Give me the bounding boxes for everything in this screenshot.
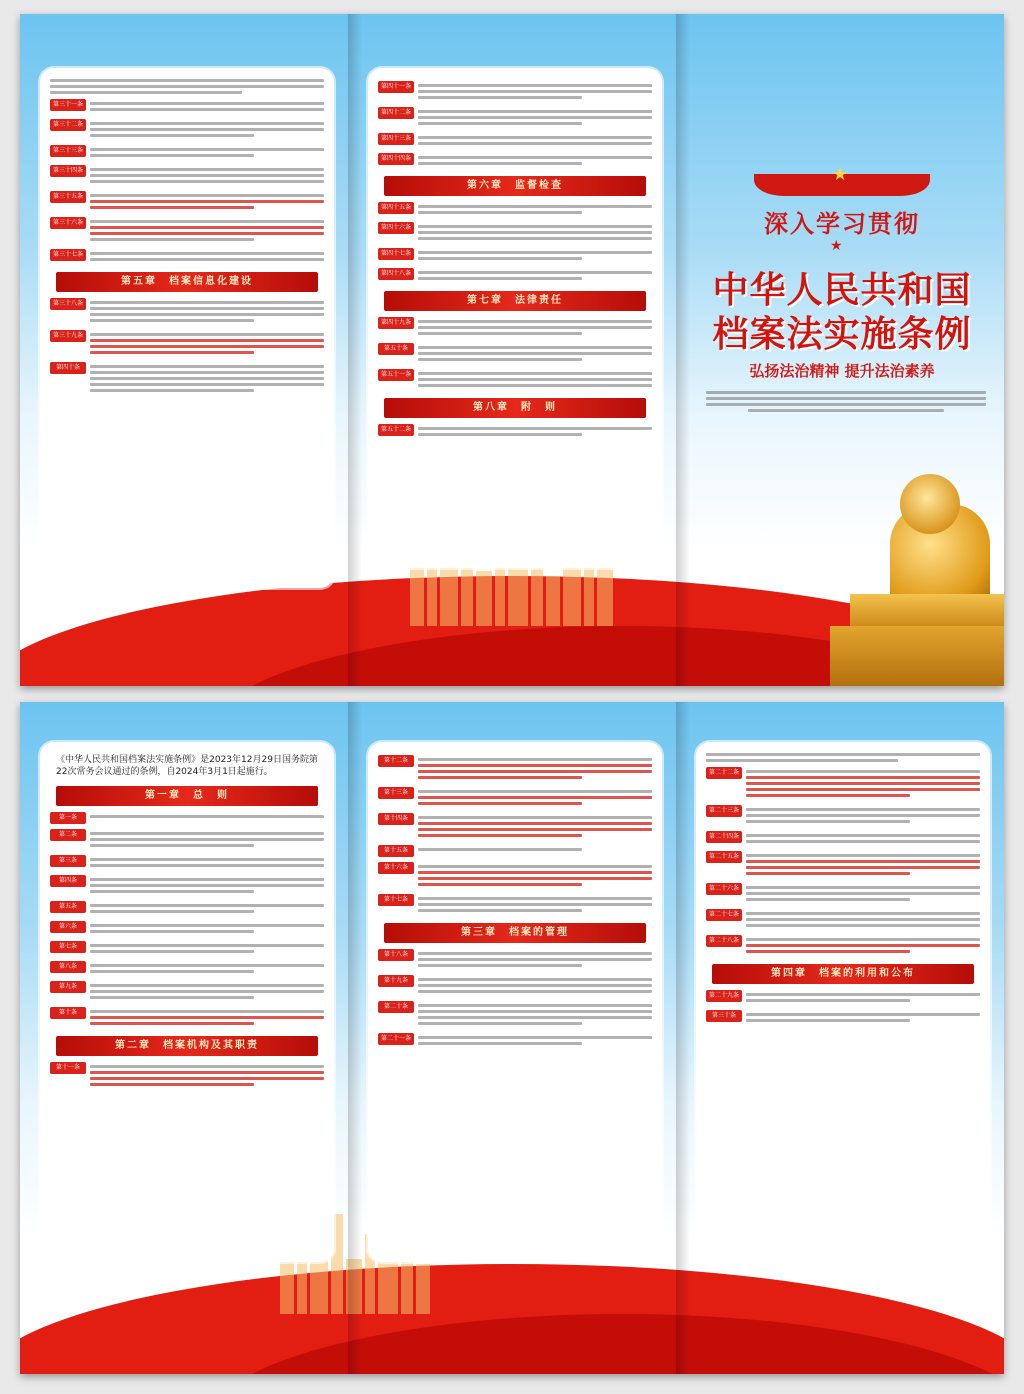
article-block [50, 875, 324, 896]
article-block [378, 248, 652, 263]
article-tag: 第四十四条 [378, 153, 414, 165]
article-tag: 第四十条 [50, 362, 86, 374]
article-tag: 第十三条 [378, 787, 414, 799]
article-tag: 第三十二条 [50, 119, 86, 131]
article-tag: 第九条 [50, 981, 86, 993]
statue-pedestal [850, 594, 1004, 630]
article-tag: 第四十九条 [378, 317, 414, 329]
article-block [378, 975, 652, 996]
article-tag: 第二条 [50, 829, 86, 841]
text-panel-middle [368, 742, 662, 1262]
brochure-inside-sheet [20, 702, 1004, 1374]
article-block [378, 1001, 652, 1028]
article-block [50, 812, 324, 824]
article-block [50, 191, 324, 212]
article-block [706, 851, 980, 878]
article-tag: 第十一条 [50, 1062, 86, 1074]
star-icon: ★ [832, 164, 849, 185]
article-block [706, 883, 980, 904]
text-panel-middle [368, 68, 662, 568]
article-tag: 第二十二条 [706, 767, 742, 779]
fold-shadow [348, 14, 362, 686]
article-tag: 第十六条 [378, 862, 414, 874]
chapter-heading: 第七章 法律责任 [384, 291, 646, 311]
cover-kicker: 深入学习贯彻 [764, 210, 920, 238]
article-tag: 第三十条 [706, 1010, 742, 1022]
article-block [50, 249, 324, 264]
article-tag: 第八条 [50, 961, 86, 973]
article-block [50, 119, 324, 140]
article-tag: 第三条 [50, 855, 86, 867]
article-block [50, 217, 324, 244]
cover-slogan: 弘扬法治精神 提升法治素养 [749, 362, 935, 380]
article-tag: 第十条 [50, 1007, 86, 1019]
article-tag: 第七条 [50, 941, 86, 953]
article-tag: 第二十八条 [706, 935, 742, 947]
article-block [378, 133, 652, 148]
article-tag: 第五十一条 [378, 369, 414, 381]
article-block [378, 222, 652, 243]
article-tag: 第三十九条 [50, 330, 86, 342]
article-block [706, 935, 980, 956]
article-tag: 第五十二条 [378, 424, 414, 436]
article-tag: 第三十五条 [50, 191, 86, 203]
chapter-heading: 第六章 监督检查 [384, 176, 646, 196]
article-tag: 第三十六条 [50, 217, 86, 229]
article-block [50, 981, 324, 1002]
article-tag: 第十九条 [378, 975, 414, 987]
article-block [378, 343, 652, 364]
article-block [50, 298, 324, 325]
article-block [378, 845, 652, 857]
article-tag: 第一条 [50, 812, 86, 824]
article-tag: 第六条 [50, 921, 86, 933]
article-tag: 第十七条 [378, 894, 414, 906]
article-block [378, 755, 652, 782]
chapter-heading: 第三章 档案的管理 [384, 923, 646, 943]
chapter-heading: 第四章 档案的利用和公布 [712, 964, 974, 984]
article-block [378, 107, 652, 128]
article-block [378, 1033, 652, 1048]
article-block [50, 855, 324, 870]
article-tag: 第四十六条 [378, 222, 414, 234]
article-block [378, 949, 652, 970]
article-block [706, 805, 980, 826]
golden-lion-statue [880, 474, 1000, 604]
article-block [50, 330, 324, 357]
article-tag: 第四十七条 [378, 248, 414, 260]
article-tag: 第三十一条 [50, 99, 86, 111]
article-block [378, 813, 652, 840]
article-tag: 第二十五条 [706, 851, 742, 863]
article-block [50, 961, 324, 976]
article-block [50, 99, 324, 114]
article-tag: 第二十六条 [706, 883, 742, 895]
article-block [378, 317, 652, 338]
article-block [50, 145, 324, 160]
article-block [378, 202, 652, 217]
article-block [378, 153, 652, 168]
article-block [706, 1010, 980, 1025]
text-panel-right [696, 742, 990, 1262]
article-block [378, 268, 652, 283]
article-tag: 第四十三条 [378, 133, 414, 145]
article-tag: 第十五条 [378, 845, 414, 857]
fold-shadow [676, 702, 690, 1374]
article-tag: 第十八条 [378, 949, 414, 961]
article-block [378, 81, 652, 102]
text-panel-left [40, 68, 334, 588]
article-tag: 第十二条 [378, 755, 414, 767]
article-tag: 第四十八条 [378, 268, 414, 280]
article-block [50, 921, 324, 936]
intro-paragraph: 《中华人民共和国档案法实施条例》是2023年12月29日国务院第22次常务会议通过的条例，自2024年3月1日起施行。 [56, 755, 318, 777]
article-block [378, 862, 652, 889]
article-block [50, 901, 324, 916]
article-block [50, 362, 324, 395]
text-panel-left [40, 742, 334, 1262]
article-tag: 第二十一条 [378, 1033, 414, 1045]
chapter-heading: 第八章 附 则 [384, 398, 646, 418]
article-tag: 第二十三条 [706, 805, 742, 817]
fold-shadow [348, 702, 362, 1374]
article-block [378, 369, 652, 390]
article-tag: 第三十七条 [50, 249, 86, 261]
article-block [378, 787, 652, 808]
article-block [50, 829, 324, 850]
article-tag: 第十四条 [378, 813, 414, 825]
article-tag: 第四十一条 [378, 81, 414, 93]
brochure-outside-sheet [20, 14, 1004, 686]
article-tag: 第二十条 [378, 1001, 414, 1013]
article-block [378, 894, 652, 915]
article-tag: 第五条 [50, 901, 86, 913]
article-block [50, 941, 324, 956]
cover-panel [680, 14, 1004, 686]
article-block [378, 424, 652, 439]
article-tag: 第三十三条 [50, 145, 86, 157]
article-tag: 第三十八条 [50, 298, 86, 310]
article-tag: 第二十九条 [706, 990, 742, 1002]
article-tag: 第四十五条 [378, 202, 414, 214]
article-block [706, 831, 980, 846]
article-tag: 第三十四条 [50, 165, 86, 177]
article-tag: 第四十二条 [378, 107, 414, 119]
statue-pedestal [830, 626, 1004, 686]
chapter-heading: 第二章 档案机构及其职责 [56, 1036, 318, 1056]
chapter-heading: 第五章 档案信息化建设 [56, 272, 318, 292]
chapter-heading: 第一章 总 则 [56, 786, 318, 806]
article-block [706, 909, 980, 930]
article-block [50, 165, 324, 186]
article-tag: 第二十七条 [706, 909, 742, 921]
article-tag: 第四条 [50, 875, 86, 887]
article-block [706, 767, 980, 800]
article-tag: 第五十条 [378, 343, 414, 355]
article-block [50, 1062, 324, 1089]
article-tag: 第二十四条 [706, 831, 742, 843]
article-block [50, 1007, 324, 1028]
cover-blurb-lines [706, 388, 986, 415]
star-icon: ★ [830, 238, 843, 254]
cover-title-line1: 中华人民共和国 [712, 270, 972, 311]
article-block [706, 990, 980, 1005]
cover-title-line2: 档案法实施条例 [712, 314, 972, 355]
